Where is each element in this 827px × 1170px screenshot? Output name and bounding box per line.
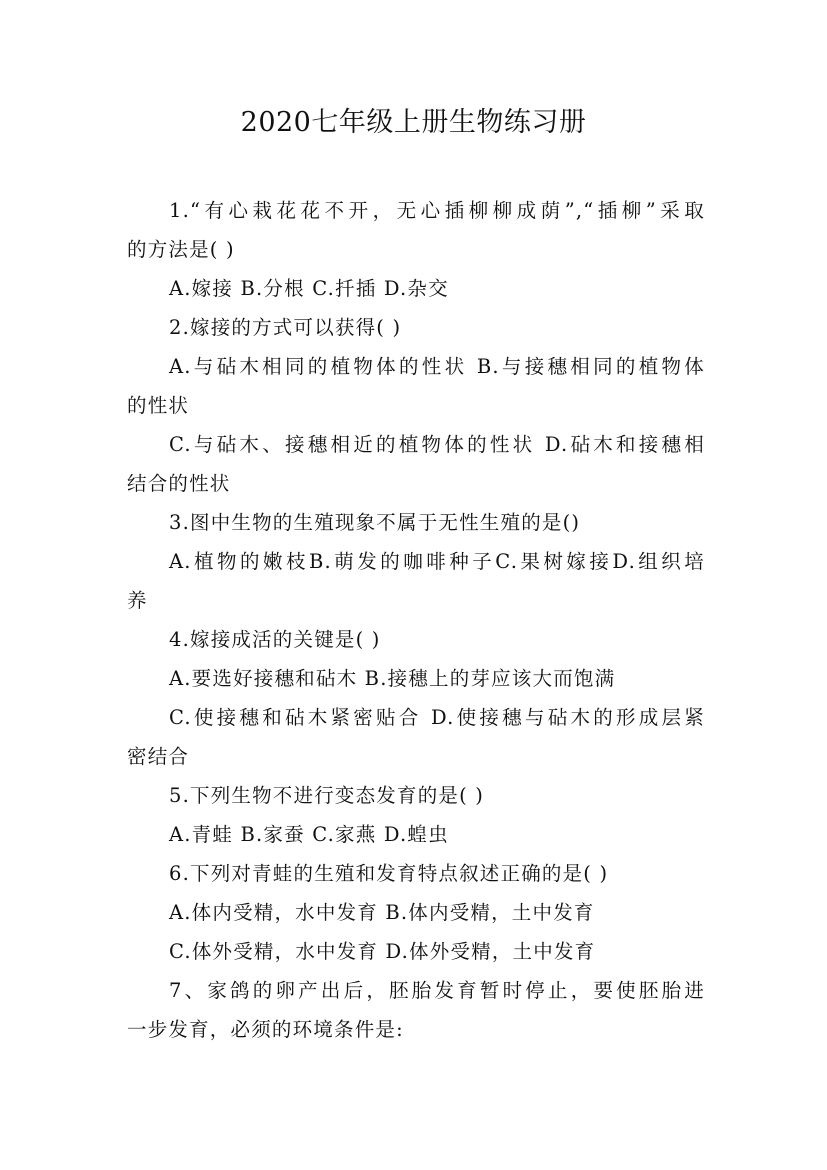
question-7-line-2: 一步发育，必须的环境条件是: [127,1018,404,1041]
exercise-body [127,191,705,1049]
question-5-options: A.青蛙 B.家蚕 C.家燕 D.蝗虫 [169,823,449,846]
question-4-options-line-2: C.使接穗和砧木紧密贴合 D.使接穗与砧木的形成层紧 [169,706,705,729]
question-4-options-line-1: A.要选好接穗和砧木 B.接穗上的芽应该大而饱满 [169,667,616,690]
question-6-stem: 6.下列对青蛙的生殖和发育特点叙述正确的是( ) [169,862,609,885]
question-2-options-line-1: A.与砧木相同的植物体的性状 B.与接穗相同的植物体 [169,355,705,378]
question-3-options-line-2: 养 [127,589,148,612]
question-1-options: A.嫁接 B.分根 C.扦插 D.杂交 [169,277,449,300]
question-5-stem: 5.下列生物不进行变态发育的是( ) [169,784,485,807]
question-1-line-2: 的方法是( ) [127,238,235,261]
question-4-options-line-3: 密结合 [127,745,190,768]
question-4-stem: 4.嫁接成活的关键是( ) [169,628,381,651]
question-3-options-line-1: A.植物的嫩枝B.萌发的咖啡种子C.果树嫁接D.组织培 [169,550,705,573]
question-7-line-1: 7、家鸽的卵产出后，胚胎发育暂时停止，要使胚胎进 [169,979,705,1002]
question-2-options-line-3: C.与砧木、接穗相近的植物体的性状 D.砧木和接穗相 [169,433,705,456]
question-6-options-line-2: C.体外受精，水中发育 D.体外受精，土中发育 [169,940,596,963]
question-1-line-1: 1.“有心栽花花不开，无心插柳柳成荫”,“插柳”采取 [169,199,705,222]
document-title: 2020七年级上册生物练习册 [240,107,587,138]
question-2-options-line-4: 结合的性状 [127,472,231,495]
question-2-stem: 2.嫁接的方式可以获得( ) [169,316,402,339]
question-6-options-line-1: A.体内受精，水中发育 B.体内受精，土中发育 [169,901,595,924]
question-2-options-line-2: 的性状 [127,394,190,417]
question-3-stem: 3.图中生物的生殖现象不属于无性生殖的是() [169,511,581,534]
